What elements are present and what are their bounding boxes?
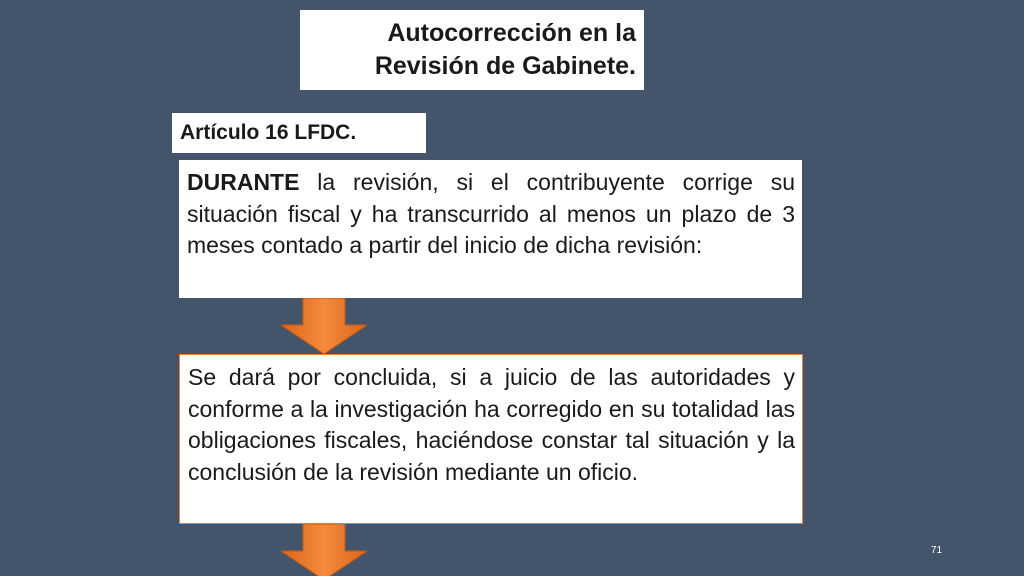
- title-line-2: Revisión de Gabinete.: [374, 52, 636, 80]
- article-label: Artículo 16 LFDC.: [172, 113, 426, 153]
- durante-text: la revisión, si el contribuyente corrige su situación fiscal y ha transcurrido al menos un plazo de 3 meses contado a partir del inicio de dicha revisión:: [187, 169, 795, 258]
- durante-text-box: [179, 160, 802, 298]
- down-arrow-icon: [281, 524, 367, 576]
- slide-title: [300, 10, 644, 90]
- down-arrow-icon: [281, 298, 367, 354]
- conclusion-text: Se dará por concluida, si a juicio de las autoridades y conforme a la investigación ha corregido en su totalidad las obligaciones fiscales, haciéndose constar tal situación y la conclusión de la revisión mediante un oficio.: [188, 364, 795, 485]
- durante-lead: DURANTE: [187, 169, 300, 195]
- title-line-1: Autocorrección en la: [387, 19, 636, 47]
- conclusion-text-box: [179, 354, 803, 524]
- page-number: 71: [931, 545, 943, 556]
